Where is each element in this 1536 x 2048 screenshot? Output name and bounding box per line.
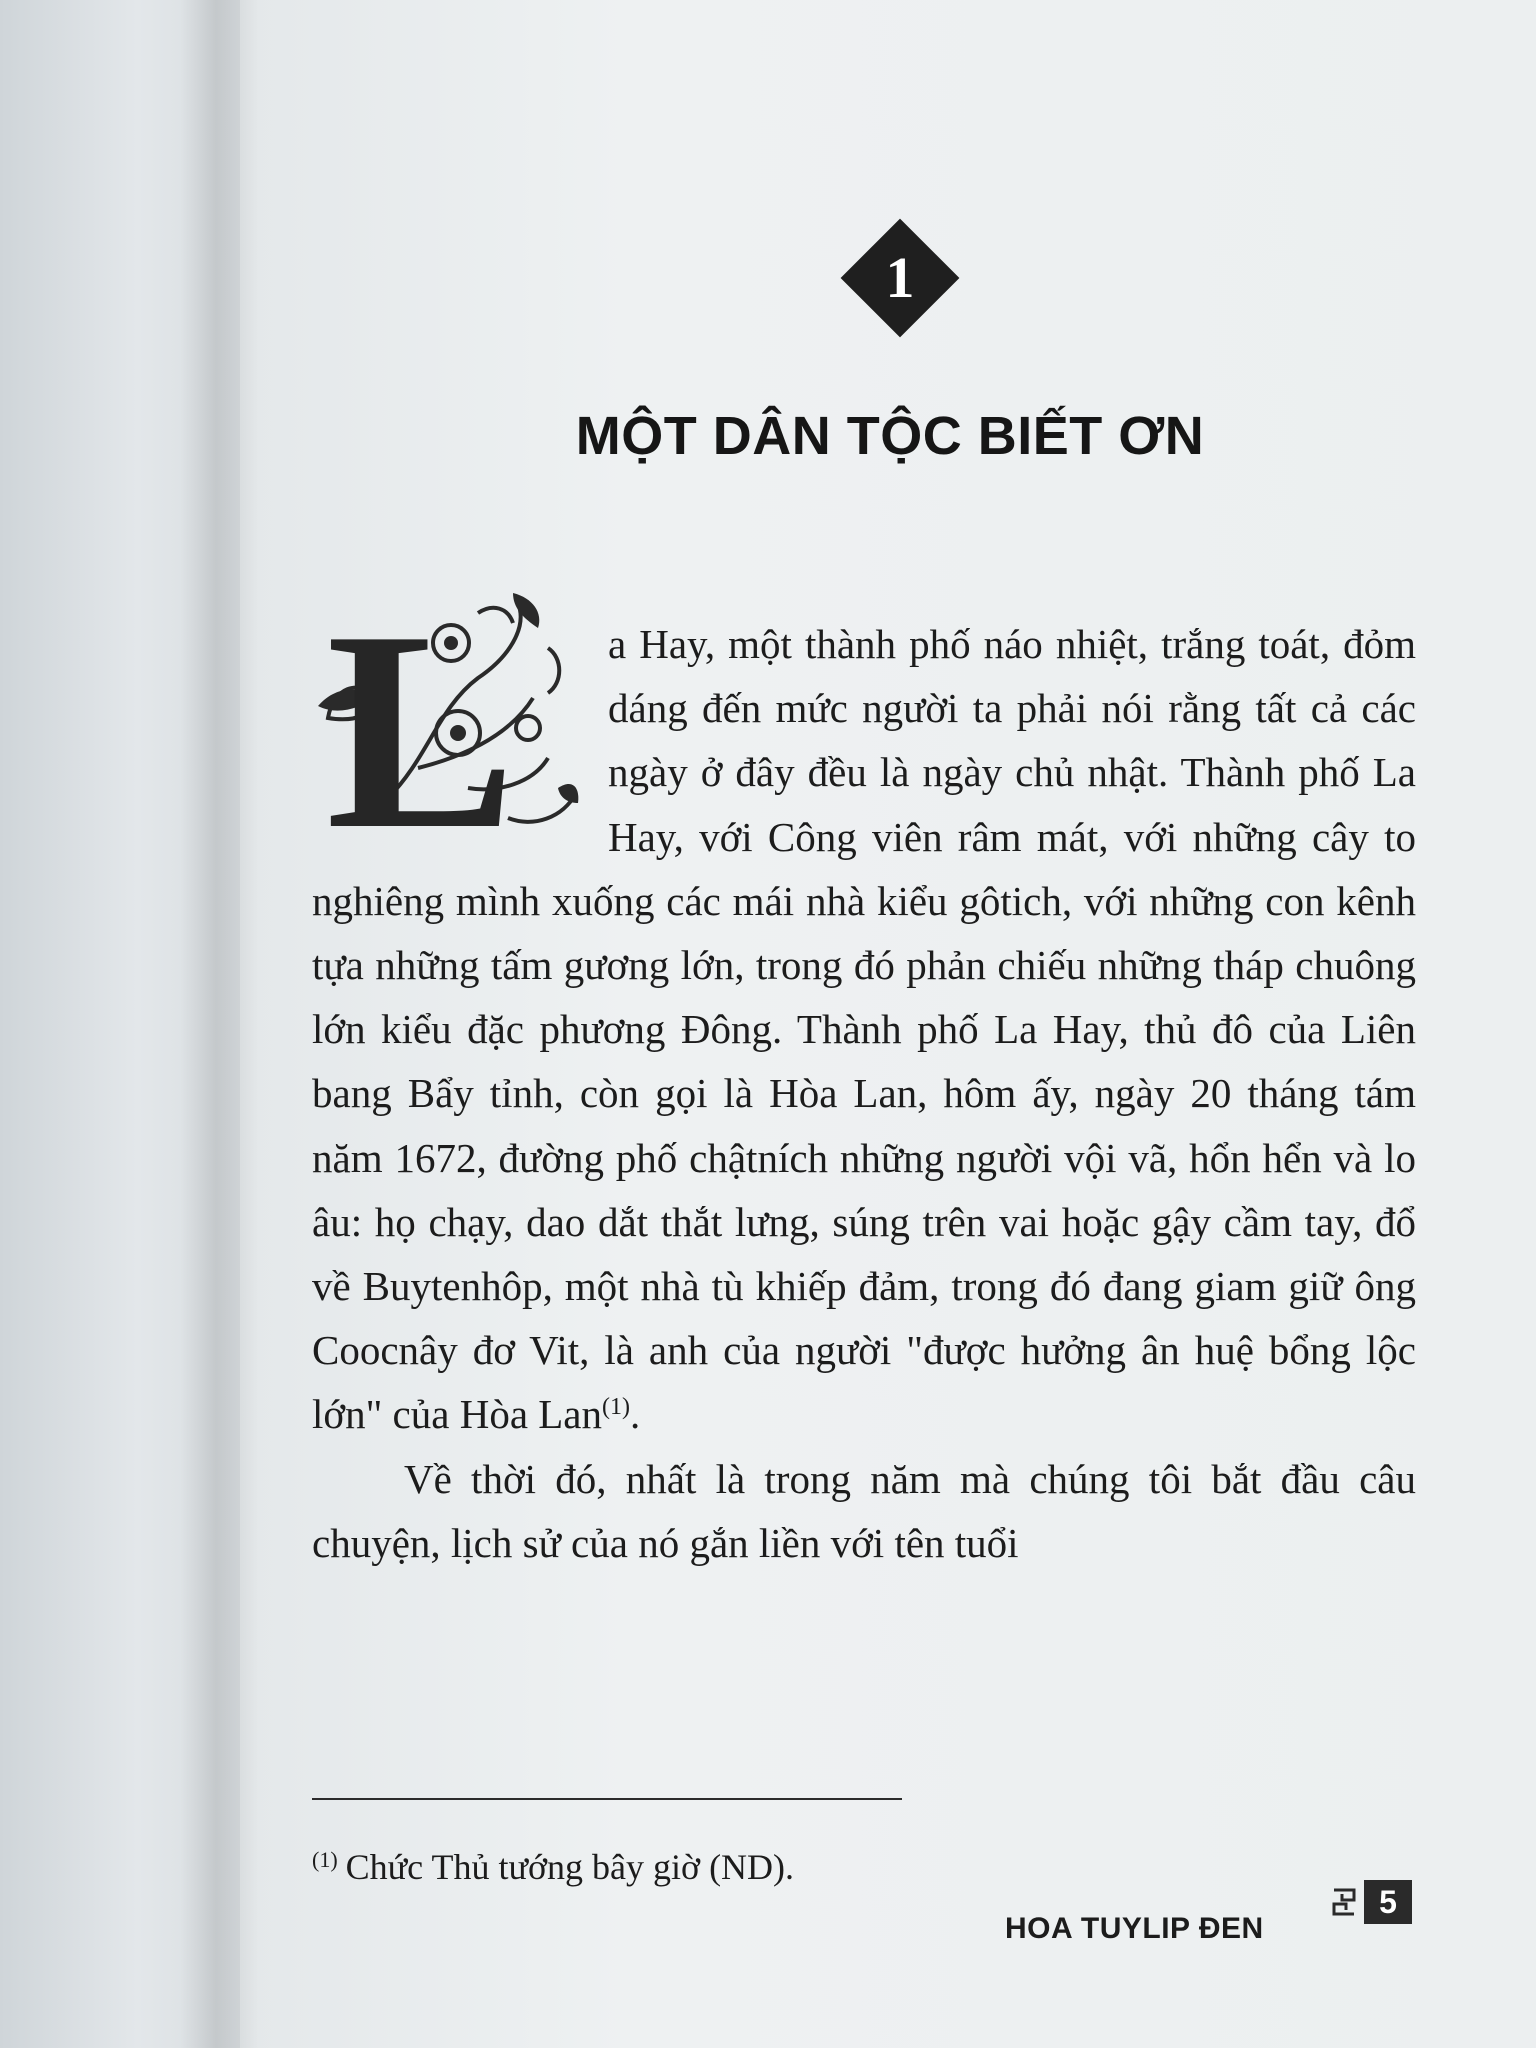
footnote-divider bbox=[312, 1798, 902, 1800]
chapter-title: MỘT DÂN TỘC BIẾT ƠN bbox=[575, 406, 1205, 466]
running-title: HOA TUYLIP ĐEN bbox=[1005, 1912, 1264, 1945]
drop-cap-space bbox=[312, 612, 608, 862]
footnote bbox=[312, 1846, 794, 1888]
sentence-end: . bbox=[630, 1391, 641, 1438]
page-number-box bbox=[1330, 1880, 1412, 1924]
footnote-reference[interactable]: (1) bbox=[602, 1394, 630, 1421]
chapter-number-badge bbox=[840, 218, 960, 338]
ornament-icon bbox=[1330, 1886, 1358, 1918]
page-number: 5 bbox=[1364, 1880, 1412, 1924]
chapter-body-text bbox=[312, 612, 1416, 1575]
footnote-text: Chức Thủ tướng bây giờ (ND). bbox=[345, 1847, 795, 1887]
svg-text:L: L bbox=[326, 588, 517, 838]
book-gutter bbox=[180, 0, 260, 2048]
footnote-marker: (1) bbox=[312, 1847, 338, 1872]
paragraph: Về thời đó, nhất là trong năm mà chúng tôi bắt đầu câu chuyện, lịch sử của nó gắn liền với tên tuổi bbox=[312, 1455, 1416, 1566]
paragraph-text: a Hay, một thành phố náo nhiệt, trắng toát, đỏm dáng đến mức người ta phải nói rằng tất cả các ngày ở đây đều là ngày chủ nhật. Thành phố La Hay, với Công viên râm mát, với những cây to nghiêng mình xuống các mái nhà kiểu gôtich, với những con kênh tựa những tấm gương lớn, trong đó phản chiếu những tháp chuông lớn kiểu đặc phương Đông. Thành phố La Hay, thủ đô của Liên bang Bẩy tỉnh, còn gọi là Hòa Lan, hôm ấy, ngày 20 tháng tám năm 1672, đường phố chậtních những người vội vã, hổn hển và lo âu: họ chạy, dao dắt thắt lưng, súng trên vai hoặc gậy cầm tay, đổ về Buytenhôp, một nhà tù khiếp đảm, trong đó đang giam giữ ông Coocnây đơ Vit, là anh của người "được hưởng ân huệ bổng lộc lớn" của Hòa Lan bbox=[312, 621, 1416, 1438]
chapter-number: 1 bbox=[885, 245, 915, 310]
